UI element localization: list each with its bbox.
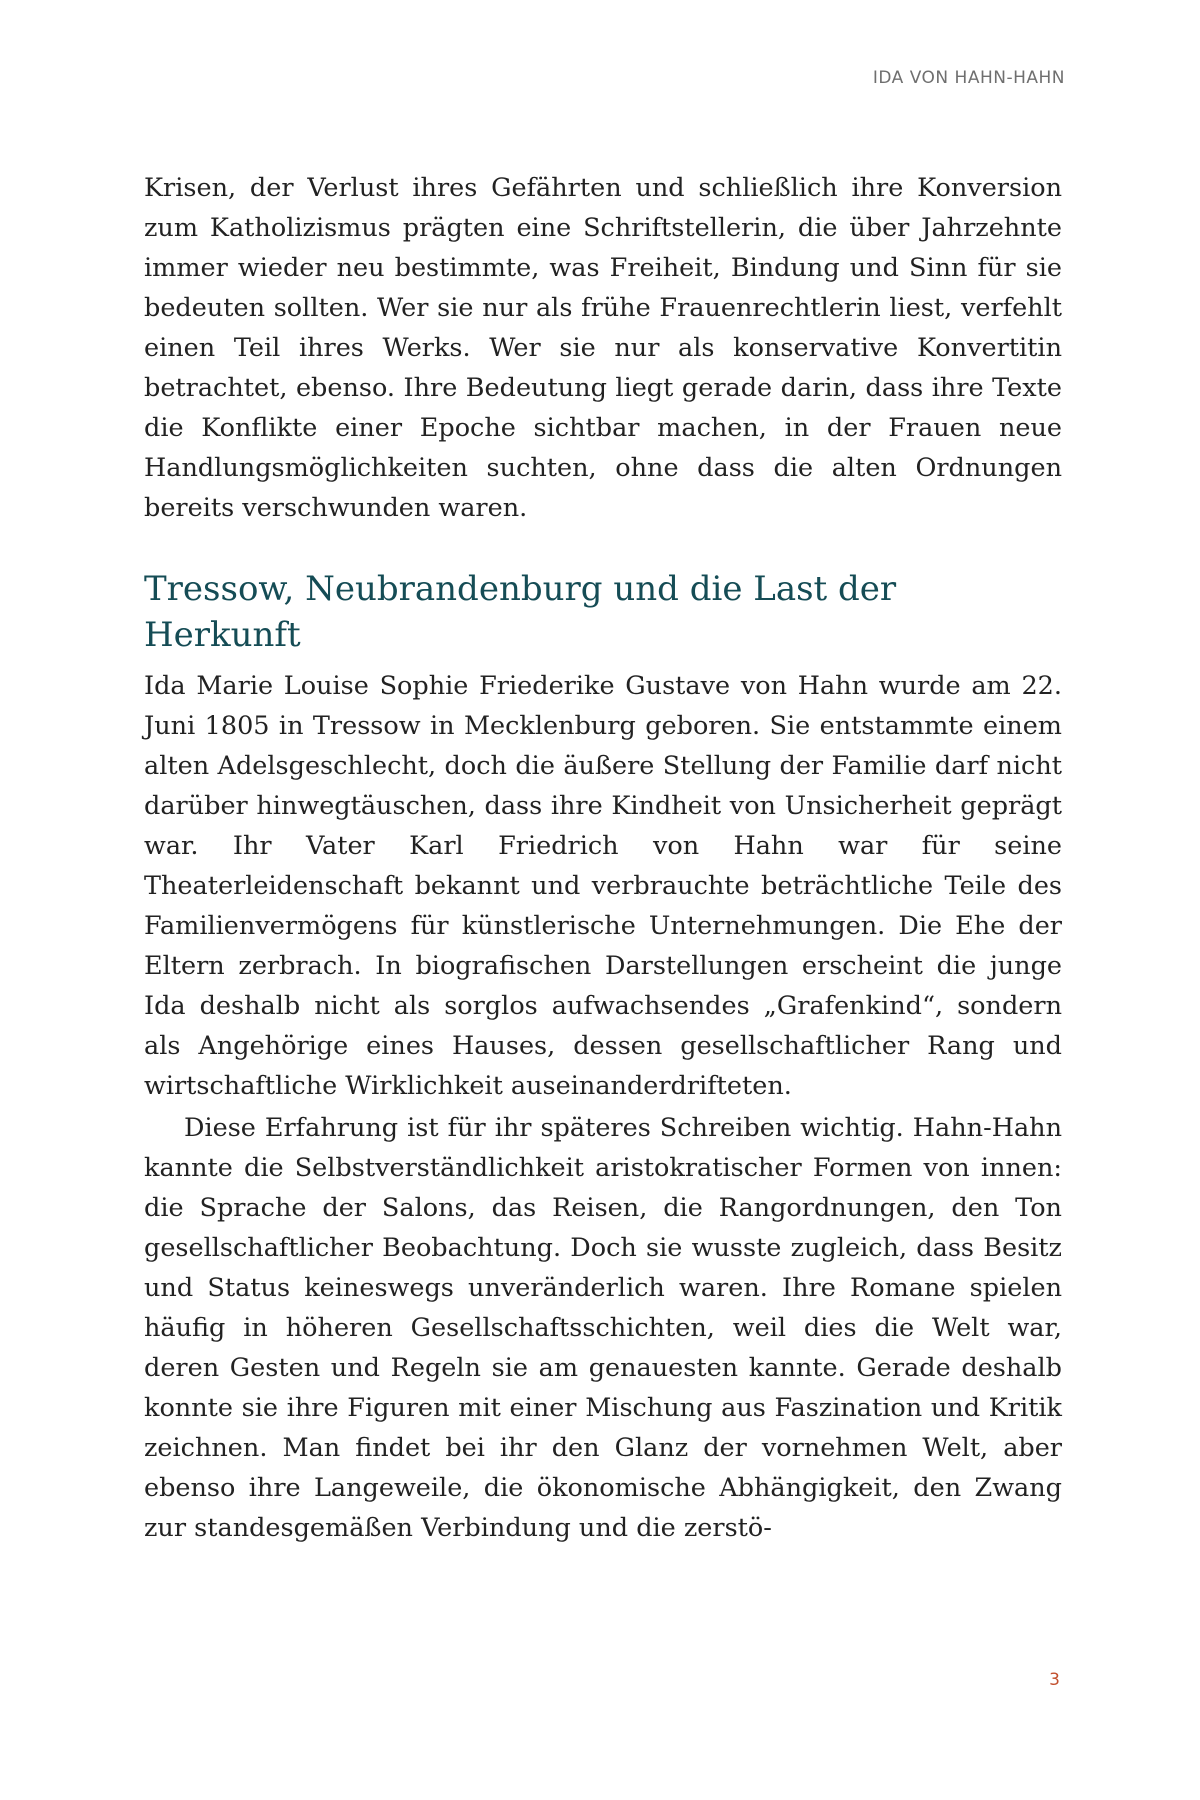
running-header: IDA VON HAHN-HAHN: [872, 68, 1065, 88]
page-number: 3: [1049, 1670, 1060, 1690]
page-body: [144, 168, 1062, 1548]
body-paragraph: Diese Erfahrung ist für ihr späteres Schreiben wichtig. Hahn-Hahn kannte die Selbstverständlichkeit aristokratischer Formen von innen: die Sprache der Salons, das Reisen, die Rangordnungen, den Ton gesellschaftlicher Beobachtung. Doch sie wusste zugleich, dass Besitz und Status keineswegs unveränderlich waren. Ihre Romane spielen häufig in höheren Gesellschaftsschichten, weil dies die Welt war, deren Gesten und Regeln sie am genauesten kannte. Gerade deshalb konnte sie ihre Figuren mit einer Mischung aus Faszination und Kritik zeichnen. Man findet bei ihr den Glanz der vornehmen Welt, aber ebenso ihre Langeweile, die ökonomische Abhängigkeit, den Zwang zur standesgemäßen Verbindung und die zerstö-: [144, 1113, 1062, 1543]
body-paragraph: Ida Marie Louise Sophie Friederike Gustave von Hahn wurde am 22. Juni 1805 in Tressow in Mecklenburg geboren. Sie entstammte einem alten Adelsgeschlecht, doch die äußere Stellung der Familie darf nicht darüber hinwegtäuschen, dass ihre Kindheit von Unsicherheit geprägt war. Ihr Vater Karl Friedrich von Hahn war für seine Theaterleidenschaft bekannt und verbrauchte beträchtliche Teile des Familienvermögens für künstlerische Unternehmungen. Die Ehe der Eltern zerbrach. In biografischen Darstellungen erscheint die junge Ida deshalb nicht als sorglos aufwachsendes „Grafenkind“, sondern als Angehörige eines Hauses, dessen gesellschaftlicher Rang und wirtschaftliche Wirklichkeit auseinanderdrifteten.: [144, 671, 1062, 1101]
section-heading: Tressow, Neubrandenburg und die Last der Herkunft: [144, 569, 897, 655]
body-paragraph: Krisen, der Verlust ihres Gefährten und schließlich ihre Konversion zum Katholizismus prägten eine Schriftstellerin, die über Jahrzehnte immer wieder neu bestimmte, was Freiheit, Bindung und Sinn für sie bedeuten sollten. Wer sie nur als frühe Frauenrechtlerin liest, verfehlt einen Teil ihres Werks. Wer sie nur als konservative Konvertitin betrachtet, ebenso. Ihre Bedeutung liegt gerade darin, dass ihre Texte die Konflikte einer Epoche sichtbar machen, in der Frauen neue Handlungsmöglichkeiten suchten, ohne dass die alten Ordnungen bereits verschwunden waren.: [144, 173, 1062, 523]
